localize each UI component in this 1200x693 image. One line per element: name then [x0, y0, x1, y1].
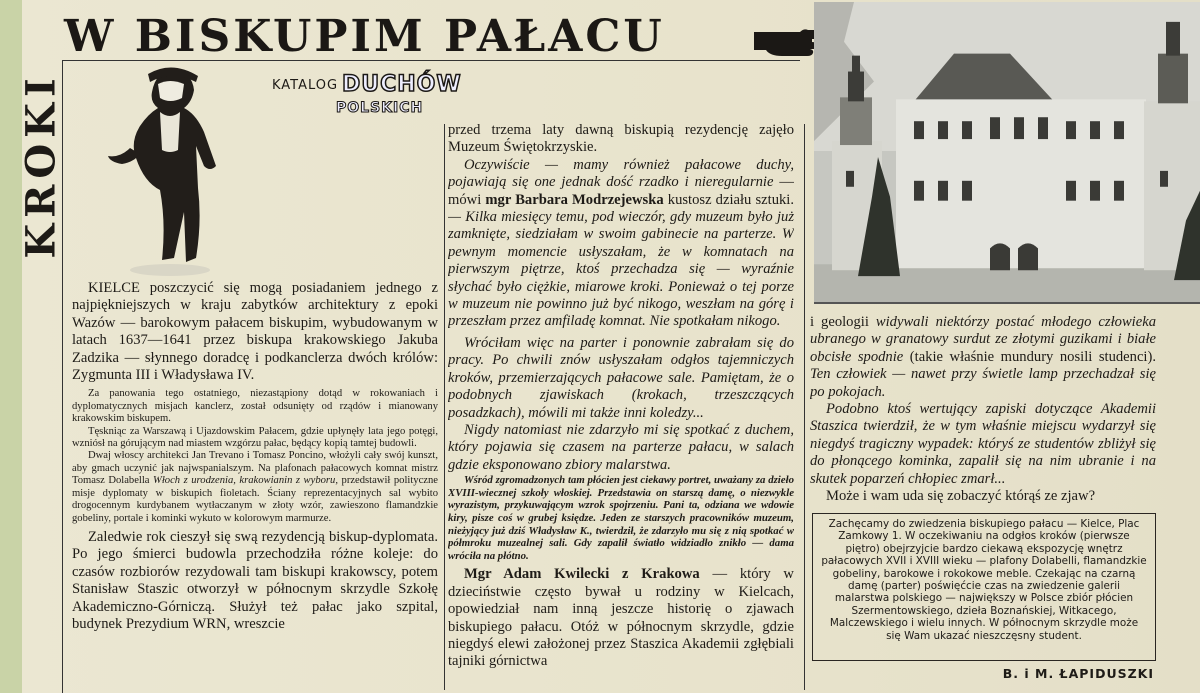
visitor-info-text: Zachęcamy do zwiedzenia biskupiego pałacu — Kielce, Plac Zamkowy 1. W oczekiwaniu na odgłos kroków (pierwsze piętro) obejrzyjcie bardzo ciekawą ekspozycję wnętrz pałacowych XVII i XVIII wieku — plafony Dolabelli, flamandzkie gobeliny, barokowe i rokokowe meble. Czekając na czarną damę (parter) poświęćcie czas na zwiedzenie galerii malarstwa polskiego — największy w Polsce zbiór płócien Szermentowskiego, dzieła Boznańskiej, Witkacego, Malczewskiego i wielu innych. W północnym skrzydle może się Wam ukazać nieszczęsny student.	[821, 518, 1147, 642]
text-run-italic: — Kilka miesięcy temu, pod wieczór, gdy muzeum było już zamknięte, siedziałam w swoim gabinecie na parterze. W pewnym momencie usłyszałam, że w komnatach na pierwszym piętrze, ktoś przechadza się — wyraźnie słychać było ciężkie, miarowe kroki. Ponieważ o tej porze w muzeum nie powinno już być nikogo, weszłam na górę i przeszłam przez amfiladę komnat. Nie spotkałam nikogo.	[448, 209, 794, 330]
series-logo-prefix: KATALOG	[272, 78, 339, 93]
paragraph	[448, 566, 794, 670]
visitor-info-box	[812, 513, 1156, 661]
paragraph: Zaledwie rok cieszył się swą rezydencją biskup-dyplomata. Po jego śmierci budowla przechodziła różne koleje: do czasów rozbiorów rezydowali tam biskupi krakowscy, potem Stanisław Staszic otworzył w północnym skrzydle Szkołę Akademiczno-Górniczą. Służył też pałac jako szpital, budynek Prezydium WRN, wreszcie	[72, 528, 438, 632]
series-logo-word1: DUCHÓW	[342, 72, 462, 97]
column-3	[810, 314, 1156, 510]
section-label	[17, 40, 65, 290]
ghost-figure-illustration	[100, 62, 240, 280]
lead-paragraph: KIELCE poszczycić się mogą posiadaniem jednego z najpiękniejszych w kraju zabytków architektury z epoki Wazów — barokowym pałacem biskupim, wybudowanym w latach 1637—1641 przez biskupa krakowskiego Jakuba Zadzika — słynnego doradcę i podkanclerza dwóch królów: Zygmunta III i Władysława IV.	[72, 280, 438, 384]
text-run: przedstawił polityczne misje dyplomaty w biskupich fioletach. Ściany reprezentacyjnych sal wybito drogocennym kurdybanem wytłaczanym w złoty wzór, zawieszono flamandzkie gobeliny, portale i kominki wykuto w kolorowym marmurze.	[72, 475, 438, 524]
text-run-italic: Włoch z urodzenia, krakowianin z wyboru,	[153, 475, 338, 487]
author-signature: B. i M. ŁAPIDUSZKI	[1002, 666, 1154, 681]
text-run-italic: widywali niektórzy postać młodego człowieka ubranego w granatowy surdut ze złotymi guzikami i białe obcisłe spodnie	[810, 314, 1156, 365]
paragraph	[810, 314, 1156, 401]
palace-photo	[814, 2, 1200, 304]
text-run: — który w dzieciństwie często bywał u rodziny w Kielcach, opowiedział nam inną jeszcze historię o zjawach biskupiego pałacu. Otóż w północnym skrzydle, gdzie niegdyś elewi założonej przez Staszica Akademii zgłębiali tajniki górnictwa	[448, 566, 794, 670]
paragraph: Wśród zgromadzonych tam płócien jest ciekawy portret, uważany za dzieło XVIII-wiecznej szkoły włoskiej. Przedstawia on starszą damę, o niezwykle wyrazistym, przykuwającym wzrok spojrzeniu. Pani ta, odziana we wdowie kiry, pisze coś w grubej księdze. Jeden ze starszych pracowników muzeum, nieżyjący już dziś Władysław K., twierdził, że zdarzyło mu się z nią spotkać w półmroku muzealnej sali. Gdy zapalił światło widziadło znikło — dama wróciła na płótno.	[448, 474, 794, 562]
column-divider	[804, 124, 805, 690]
paragraph	[448, 157, 794, 331]
paragraph: Za panowania tego ostatniego, niezastąpiony dotąd w rokowaniach i dyplomatycznych misjach kanclerz, został odsunięty od rządów i mianowany krakowskim biskupem.	[72, 388, 438, 425]
text-run: i geologii	[810, 314, 869, 330]
paragraph: Może i wam uda się zobaczyć którąś ze zjaw?	[826, 488, 1096, 505]
column-divider	[444, 124, 445, 690]
text-run-italic: Ten człowiek — nawet przy świetle lamp przechadzał się po pokojach.	[810, 366, 1156, 400]
person-name: Mgr Adam Kwilecki z Krakowa	[464, 566, 700, 583]
text-run: Dwaj włoscy architekci Jan Trevano i Tomasz Poncino, włożyli cały swój kunszt, aby gmach uczynić jak najwspanialszym. Na plafonach pałacowych komnat mistrz Tomasz Dolabella	[72, 450, 438, 487]
headline	[64, 8, 804, 64]
series-logo-word2: POLSKICH	[336, 100, 424, 116]
text-run: — mówi	[448, 174, 794, 208]
paragraph	[72, 450, 438, 524]
paragraph: Wróciłam więc na parter i ponownie zabrałam się do pracy. Po chwili znów usłyszałam odgłos tajemniczych kroków, przemierzających pałacowe sale. Pamiętam, że o podobnych zjawiskach (krokach, trzeszczących posadzkach), mówili mi także inni koledzy...	[448, 334, 794, 421]
series-logo	[272, 72, 462, 122]
paragraph: przed trzema laty dawną biskupią rezydencję zajęło Muzeum Świętokrzyskie.	[448, 122, 794, 156]
person-name: mgr Barbara Modrzejewska	[485, 191, 664, 208]
paragraph: Podobno ktoś wertujący zapiski dotyczące Akademii Staszica twierdził, że w tym właśnie miejscu wydarzył się niegdyś tragiczny wypadek: któryś ze studentów zbliżył się do płonącego kominka, zapalił się na nim ubranie i na skutek poparzeń chłopiec zmarł...	[810, 401, 1156, 487]
text-run: (takie właśnie mundury nosili studenci).	[909, 348, 1156, 365]
column-1	[72, 280, 438, 690]
paragraph: Nigdy natomiast nie zdarzyło mi się spotkać z duchem, który pojawia się czasem na parterze pałacu, w salach gdzie eksponowano zbiory malarstwa.	[448, 421, 794, 473]
section-label-text: KROKI	[17, 71, 65, 259]
paragraph: Tęskniąc za Warszawą i Ujazdowskim Pałacem, gdzie upłynęły lata jego potęgi, wzniósł na górującym nad miastem wzgórzu pałac, będący kopią tamtej budowli.	[72, 425, 438, 450]
column-2	[448, 122, 794, 692]
article-title: W BISKUPIM PAŁACU	[64, 10, 665, 62]
text-run: kustosz działu sztuki.	[667, 191, 794, 208]
text-run-italic: Oczywiście — mamy również pałacowe duchy, pojawiają się one jednak dość rzadko i nieregularnie	[448, 156, 794, 191]
